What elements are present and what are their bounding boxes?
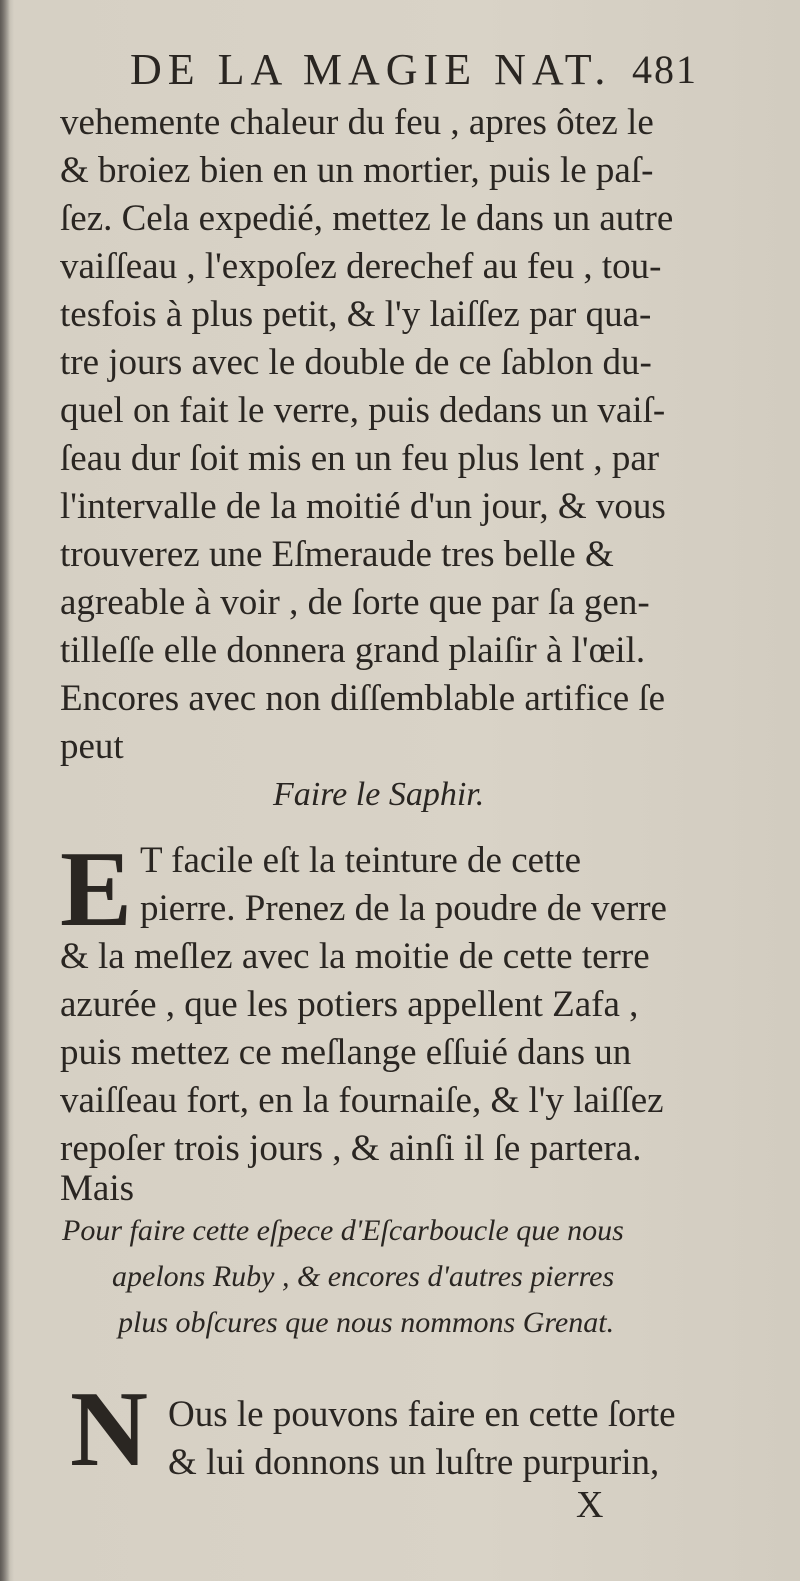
text-line: peut	[60, 726, 124, 767]
text-line: Mais	[60, 1168, 134, 1209]
text-line: Ous le pouvons faire en cette ſorte	[168, 1394, 676, 1435]
heading-line: apelons Ruby , & encores d'autres pierres	[112, 1260, 615, 1293]
section-heading-saphir: Faire le Saphir.	[273, 776, 485, 813]
text-line: & la meſlez avec la moitie de cette terre	[60, 936, 650, 977]
text-line: pierre. Prenez de la poudre de verre	[140, 888, 667, 929]
text-line: ſez. Cela expedié, mettez le dans un autre	[60, 198, 674, 239]
signature-mark: X	[576, 1484, 604, 1526]
text-line: vaiſſeau , l'expoſez derechef au feu , tou-	[60, 246, 662, 287]
text-line: & lui donnons un luſtre purpurin,	[168, 1442, 660, 1483]
text-line: vaiſſeau fort, en la fournaiſe, & l'y laiſſez	[60, 1080, 664, 1121]
text-line: vehemente chaleur du feu , apres ôtez le	[60, 102, 654, 143]
text-line: trouverez une Eſmeraude tres belle &	[60, 534, 614, 575]
text-line: quel on fait le verre, puis dedans un vaiſ-	[60, 390, 666, 431]
page-number: 481	[632, 47, 698, 92]
binding-shadow	[0, 0, 10, 1581]
text-line: tilleſſe elle donnera grand plaiſir à l'œil.	[60, 630, 646, 671]
text-line: agreable à voir , de ſorte que par ſa gen-	[60, 582, 650, 623]
heading-line: plus obſcures que nous nommons Grenat.	[118, 1306, 615, 1339]
text-line: puis mettez ce meſlange eſſuié dans un	[60, 1032, 632, 1073]
text-line: tesfois à plus petit, & l'y laiſſez par qua-	[60, 294, 652, 335]
text-line: T facile eſt la teinture de cette	[140, 840, 582, 881]
text-line: repoſer trois jours , & ainſi il ſe partera.	[60, 1128, 642, 1169]
text-line: & broiez bien en un mortier, puis le paſ-	[60, 150, 654, 191]
drop-capital: N	[70, 1370, 148, 1489]
text-line: azurée , que les potiers appellent Zafa ,	[60, 984, 639, 1025]
text-line: ſeau dur ſoit mis en un feu plus lent , par	[60, 438, 660, 479]
drop-capital: E	[60, 830, 133, 949]
running-title: DE LA MAGIE NAT.	[130, 45, 612, 94]
text-line: l'intervalle de la moitié d'un jour, & vous	[60, 486, 666, 527]
page-header	[0, 40, 800, 100]
heading-line: Pour faire cette eſpece d'Eſcarboucle que nous	[62, 1214, 624, 1247]
text-line: tre jours avec le double de ce ſablon du-	[60, 342, 652, 383]
text-line: Encores avec non diſſemblable artifice ſe	[60, 678, 666, 719]
